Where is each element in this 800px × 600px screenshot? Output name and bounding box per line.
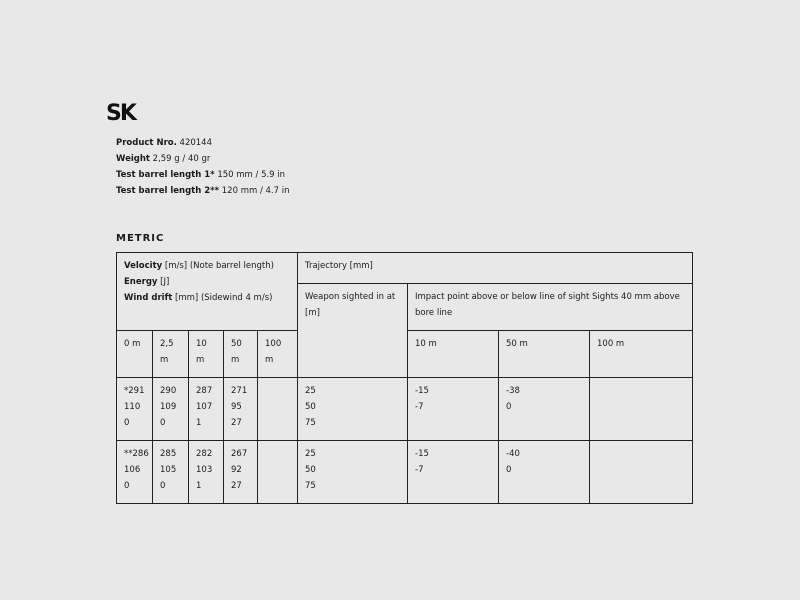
empty-cell — [258, 378, 298, 441]
impact-value: -38 — [506, 386, 520, 396]
distance-cell — [189, 441, 224, 504]
spec-label: Product Nro. — [116, 138, 177, 148]
impact-value: -15 — [415, 449, 429, 459]
velocity-value: 267 — [231, 449, 248, 459]
distance-cell — [117, 441, 153, 504]
energy-value: 105 — [160, 465, 177, 475]
trajectory-col-header: 100 m — [590, 331, 693, 378]
brand-logo: SK — [106, 101, 135, 126]
impact-value: -40 — [506, 449, 520, 459]
sighted-value: 25 — [305, 386, 316, 396]
sighted-value: 75 — [305, 481, 316, 491]
sighted-cell — [298, 441, 408, 504]
empty-cell — [590, 378, 693, 441]
sighted-value: 25 — [305, 449, 316, 459]
distance-cell — [117, 378, 153, 441]
spec-barrel-2 — [116, 183, 290, 199]
spec-barrel-1 — [116, 167, 290, 183]
legend-wind-label: Wind drift — [124, 293, 173, 303]
velocity-value: *291 — [124, 386, 145, 396]
wind-value: 0 — [160, 481, 166, 491]
distance-cell — [224, 378, 258, 441]
legend-velocity-label: Velocity — [124, 261, 163, 271]
sighted-cell — [298, 378, 408, 441]
wind-value: 1 — [196, 481, 202, 491]
impact-value: 0 — [506, 402, 512, 412]
wind-value: 0 — [160, 418, 166, 428]
velocity-value: 287 — [196, 386, 213, 396]
spec-value: 420144 — [179, 138, 212, 148]
spec-label: Test barrel length 2** — [116, 186, 220, 196]
legend-velocity-unit: [m/s] (Note barrel length) — [164, 261, 274, 271]
empty-cell — [590, 441, 693, 504]
wind-value: 1 — [196, 418, 202, 428]
table-row — [117, 441, 693, 504]
velocity-value: 285 — [160, 449, 177, 459]
distance-col-header: 10 m — [189, 331, 224, 378]
product-specs — [116, 135, 290, 199]
legend-velocity — [124, 258, 290, 274]
energy-value: 106 — [124, 465, 141, 475]
section-title: METRIC — [116, 233, 165, 244]
sighted-header: Weapon sighted in at [m] — [298, 284, 408, 378]
sighted-value: 50 — [305, 402, 316, 412]
table-row — [117, 378, 693, 441]
trajectory-cell — [408, 441, 499, 504]
spec-value: 2,59 g / 40 gr — [152, 154, 211, 164]
wind-value: 27 — [231, 481, 242, 491]
legend-energy-unit: [J] — [160, 277, 170, 287]
wind-value: 0 — [124, 481, 130, 491]
velocity-value: 290 — [160, 386, 177, 396]
distance-col-header: 50 m — [224, 331, 258, 378]
empty-cell — [258, 441, 298, 504]
sighted-value: 75 — [305, 418, 316, 428]
distance-cell — [153, 441, 189, 504]
trajectory-col-header: 50 m — [499, 331, 590, 378]
distance-col-header: 2,5 m — [153, 331, 189, 378]
energy-value: 107 — [196, 402, 213, 412]
energy-value: 109 — [160, 402, 177, 412]
velocity-value: **286 — [124, 449, 149, 459]
impact-value: 0 — [506, 465, 512, 475]
sighted-value: 50 — [305, 465, 316, 475]
legend-cell — [117, 253, 298, 331]
distance-cell — [153, 378, 189, 441]
spec-value: 120 mm / 4.7 in — [221, 186, 290, 196]
impact-value: -15 — [415, 386, 429, 396]
wind-value: 0 — [124, 418, 130, 428]
energy-value: 103 — [196, 465, 213, 475]
legend-wind — [124, 290, 290, 306]
wind-value: 27 — [231, 418, 242, 428]
legend-energy — [124, 274, 290, 290]
trajectory-col-header: 10 m — [408, 331, 499, 378]
velocity-value: 282 — [196, 449, 213, 459]
impact-value: -7 — [415, 402, 424, 412]
impact-value: -7 — [415, 465, 424, 475]
legend-energy-label: Energy — [124, 277, 158, 287]
distance-col-header: 0 m — [117, 331, 153, 378]
ballistics-table — [116, 252, 693, 504]
legend-wind-unit: [mm] (Sidewind 4 m/s) — [175, 293, 273, 303]
trajectory-cell — [499, 441, 590, 504]
energy-value: 95 — [231, 402, 242, 412]
energy-value: 110 — [124, 402, 141, 412]
distance-cell — [224, 441, 258, 504]
spec-label: Test barrel length 1* — [116, 170, 215, 180]
trajectory-cell — [499, 378, 590, 441]
trajectory-header: Trajectory [mm] — [298, 253, 693, 284]
velocity-value: 271 — [231, 386, 248, 396]
spec-weight — [116, 151, 290, 167]
spec-label: Weight — [116, 154, 150, 164]
distance-cell — [189, 378, 224, 441]
distance-col-header: 100 m — [258, 331, 298, 378]
spec-product — [116, 135, 290, 151]
spec-value: 150 mm / 5.9 in — [217, 170, 286, 180]
impact-header: Impact point above or below line of sight Sights 40 mm above bore line — [408, 284, 693, 331]
energy-value: 92 — [231, 465, 242, 475]
trajectory-cell — [408, 378, 499, 441]
